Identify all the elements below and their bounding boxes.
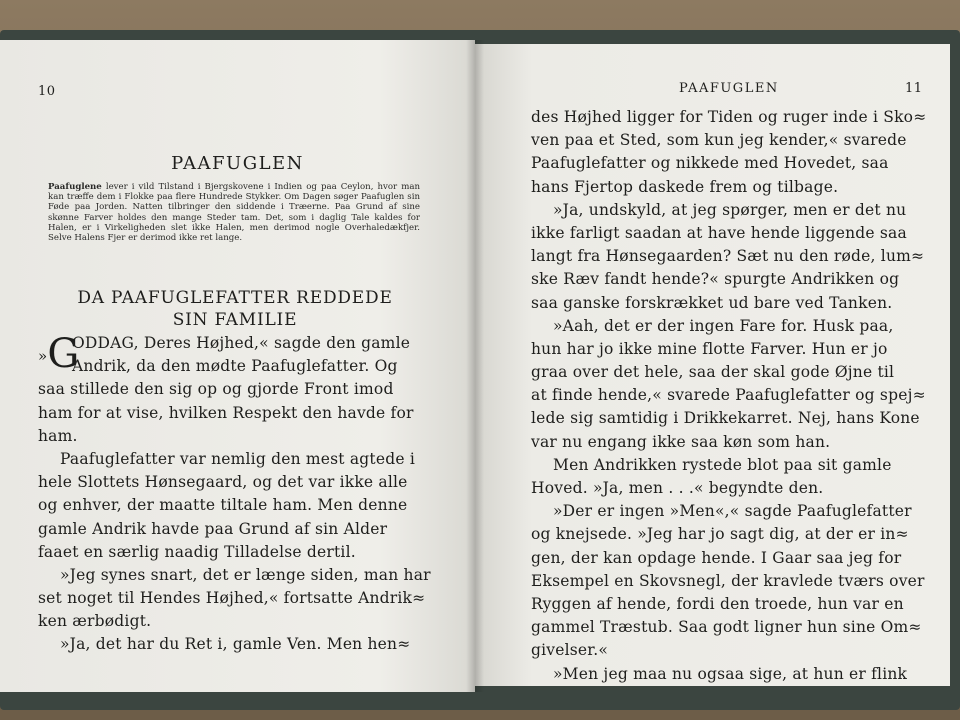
text-line: givelser.«	[531, 641, 609, 660]
text-line: hun har jo ikke mine flotte Farver. Hun er jo	[531, 339, 888, 358]
story-title: PAAFUGLEN	[171, 153, 304, 174]
text-line: »Aah, det er der ingen Fare for. Husk paa,	[553, 316, 894, 335]
text-line: Ryggen af hende, fordi den troede, hun var en	[531, 594, 904, 613]
text-line: set noget til Hendes Højhed,« fortsatte Andrik≈	[38, 589, 426, 608]
text-line: saa ganske forskrækket ud bare ved Tanken.	[531, 293, 893, 312]
text-line: des Højhed ligger for Tiden og ruger inde i Sko≈	[531, 108, 927, 126]
text-line: graa over det hele, saa der skal gode Øjne til	[531, 363, 895, 382]
text-line: Paafuglefatter var nemlig den mest agtede i	[60, 449, 416, 468]
intro-lead-word: Paafuglene	[48, 182, 102, 192]
text-line: »Jeg synes snart, det er længe siden, man har	[60, 565, 431, 584]
text-line: ham for at vise, hvilken Respekt den havde for	[38, 403, 414, 422]
text-line: hans Fjertop daskede frem og tilbage.	[531, 177, 839, 196]
text-line: »Men jeg maa nu ogsaa sige, at hun er flink	[553, 664, 908, 683]
text-line: ham.	[38, 426, 78, 445]
text-line: ske Ræv fandt hende?« spurgte Andrikken og	[531, 270, 900, 289]
intro-text: lever i vild Tilstand i Bjergskovene i Indien og paa Ceylon, hvor man kan træffe dem i Flokke paa flere Hundrede Stykker. Om Dagen søger Paafuglen sin Føde paa Jorden. Natten tilbringer den siddende i Træerne. Paa Grund af sine skønne Farver holdes den mange Steder tam. Det, som i daglig Tale kaldes for Halen, er i Virkeligheden slet ikke Halen, men derimod nogle Overhaledækfjer. Selve Halens Fjer er derimod ikke ret lange.	[48, 182, 420, 244]
page-number: 11	[905, 81, 923, 96]
text-line: gammel Træstub. Saa godt ligner hun sine Om≈	[531, 618, 922, 637]
text-line: lede sig samtidig i Drikkekarret. Nej, hans Kone	[531, 409, 920, 428]
text-line: langt fra Hønsegaarden? Sæt nu den røde, lum≈	[531, 247, 925, 266]
text-line: Eksempel en Skovsnegl, der kravlede tværs over	[531, 571, 925, 590]
text-line: Paafuglefatter og nikkede med Hovedet, saa	[531, 154, 889, 173]
right-page	[475, 44, 950, 686]
text-line: ken ærbødigt.	[38, 612, 152, 631]
left-body-text	[38, 331, 431, 657]
text-line: saa stillede den sig op og gjorde Front imod	[38, 380, 394, 399]
running-head: PAAFUGLEN	[679, 81, 779, 96]
text-line: »G ODDAG, Deres Højhed,« sagde den gamle	[38, 331, 411, 377]
right-body-text	[531, 106, 927, 686]
text-line: at finde hende,« svarede Paafuglefatter og spej≈	[531, 386, 926, 405]
text-line: var nu engang ikke saa køn som han.	[531, 432, 831, 451]
drop-cap: »G	[38, 331, 80, 377]
text-line: Andrik, da den mødte Paafuglefatter. Og	[72, 357, 398, 376]
intro-paragraph	[48, 182, 420, 243]
text-line: ven paa et Sted, som kun jeg kender,« svarede	[531, 131, 907, 150]
text-line: og knejsede. »Jeg har jo sagt dig, at der er in≈	[531, 525, 909, 544]
book-gutter-shadow	[466, 40, 484, 692]
chapter-heading-line-2: SIN FAMILIE	[172, 310, 298, 330]
text-line: Hoved. »Ja, men . . .« begyndte den.	[531, 479, 824, 497]
chapter-heading-line-1: DA PAAFUGLEFATTER REDDEDE	[77, 288, 393, 308]
chapter-heading	[40, 287, 430, 331]
text-line: gamle Andrik havde paa Grund af sin Alder	[38, 519, 388, 538]
text-line: »Der er ingen »Men«,« sagde Paafuglefatter	[553, 502, 912, 521]
left-page	[0, 40, 475, 692]
text-line: hele Slottets Hønsegaard, og det var ikke alle	[38, 473, 408, 492]
text-line: ikke farligt saadan at have hende liggende saa	[531, 223, 907, 242]
text-line: og enhver, der maatte tiltale ham. Men denne	[38, 496, 408, 515]
text-line: Men Andrikken rystede blot paa sit gamle	[553, 455, 892, 474]
text-line: gen, der kan opdage hende. I Gaar saa jeg for	[531, 548, 902, 567]
text-line: »Ja, undskyld, at jeg spørger, men er det nu	[553, 200, 907, 219]
page-number: 10	[38, 84, 56, 99]
text-line: faaet en særlig naadig Tilladelse dertil.	[38, 542, 356, 561]
text-line: »Ja, det har du Ret i, gamle Ven. Men hen≈	[60, 635, 411, 654]
